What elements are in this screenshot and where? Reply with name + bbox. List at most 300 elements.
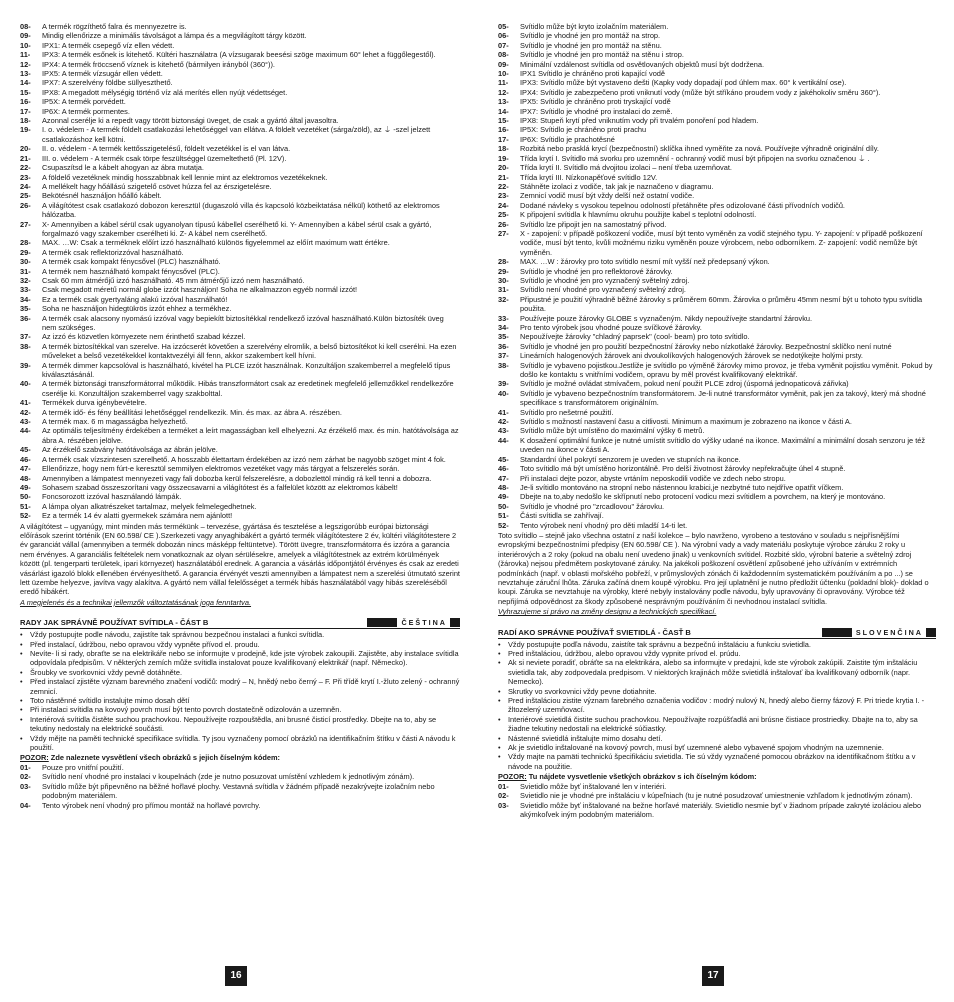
item-text: Je-li svítidlo montováno na stropní nebo nástennou krabici,je nezbytné tuto nejdříve opatřit víčkem. bbox=[520, 482, 844, 492]
cz-list-item bbox=[498, 276, 936, 285]
hu-list-item bbox=[20, 248, 460, 257]
item-number: 17- bbox=[20, 106, 31, 116]
item-text: IP6X: Svítidlo je prachotěsné bbox=[520, 134, 615, 144]
cz-list-item bbox=[498, 78, 936, 87]
item-text: IPX5: Svítidlo je chráněno proti tryskající vodě bbox=[520, 97, 671, 107]
cz-item-list bbox=[498, 22, 936, 530]
item-text: Třída krytí II. Svítidlo má dvojitou izolaci – není třeba uzemňovat. bbox=[520, 163, 732, 173]
hu-item-list bbox=[20, 22, 460, 521]
item-text: I. o. védelem - A termék földelt csatlakozási lehetőséggel van ellátva. A földelt vezetéket (sárga/zöld), az ⏚ -szel jelzett csatlakozáshoz kell kötni. bbox=[42, 125, 431, 144]
item-text: Svítidlo je vhodné jen pro montáž na strop. bbox=[520, 31, 661, 41]
item-number: 07- bbox=[498, 40, 509, 50]
item-text: Svítidlo není vhodné pro vyznačený světelný zdroj. bbox=[520, 285, 686, 295]
hu-list-item bbox=[20, 50, 460, 59]
cz-list-item bbox=[498, 426, 936, 435]
hu-warranty-text: A világítótest – ugyanúgy, mint minden más termékünk – tervezése, gyártása és tesztelése a legszigorúbb európai biztonsági előírások szerint történik (EN 60.598/ CE ).Szerkezeti vagy anyaghibákért a gyártó termék világítótestere 2 év, kültéri világítótestere 2 év garanciát vállal (amennyiben a termék dobozán nincs másképp feltüntetve). Törött üvegre, transzformátorra és izzóra a garancia nem érvényes. A garanciális feltételek nem vonatkoznak az olyan sérülésekre, amelyek a világítótestnek az extrém körülmények között (pl. tengerparti területek, ipari környezet) használatából erednek. A garancia a vásárlás időpontjától érvényes és csak az eredeti vásárlást igazoló blokk ellenében érvényesíthető. A garancia érvényét veszti amennyiben a lámpatest nem a szerelési útmutató szerint lett üzembe helyezve, javítva vagy alakítva. A gyártó nem vállal felelősséget a termék hibás használatából vagy hibás szereléséből eredő hibákért. bbox=[20, 521, 460, 597]
item-text: Pouze pro vnitřní použití. bbox=[42, 762, 124, 772]
item-number: 18- bbox=[20, 116, 31, 126]
item-text: Svítidlo je vhodné pro "zrcadlovou" žárovku. bbox=[520, 501, 665, 511]
item-text: Ellenőrizze, hogy nem fúrt-e keresztül semmilyen elektromos vezetéket vagy más tárgyat a felszerelés során. bbox=[42, 464, 400, 474]
item-text: Svítidlo lze připojit jen na samostatný přívod. bbox=[520, 219, 667, 229]
item-number: 16- bbox=[498, 125, 509, 135]
left-column bbox=[20, 22, 460, 810]
item-text: Bekötésnél használjon hőálló kábelt. bbox=[42, 191, 162, 201]
item-number: 28- bbox=[498, 257, 509, 267]
item-number: 15- bbox=[498, 116, 509, 126]
item-text: Svietidlo nie je vhodné pre inštaláciu v kúpeľniach (tu je nutné posudzovať umiestnenie vzhľadom k jednotlivým zónam). bbox=[520, 791, 913, 801]
item-text: A termék nem használható kompakt fénycsővel (PLC). bbox=[42, 266, 220, 276]
item-text: A termék csak reflektorizzóval használható. bbox=[42, 247, 184, 257]
item-text: A termék csak alacsony nyomású izzóval vagy bepiekítt biztosítékkal rendelkező izzóval használható.Külön biztosíték üveg nem szükséges. bbox=[42, 313, 444, 332]
item-number: 52- bbox=[20, 511, 31, 521]
hu-list-item bbox=[20, 31, 460, 40]
item-number: 25- bbox=[498, 210, 509, 220]
item-text: Az érzékelő szabvány hatótávolsága az ábrán jelölve. bbox=[42, 445, 218, 455]
item-number: 26- bbox=[20, 200, 31, 210]
item-text: Az optimális teljesítmény érdekében a terméket a leírt magasságban kell elhelyezni. Az érzékelő max. és min. hatótávolsága az ábra A. részében jelölve. bbox=[42, 426, 459, 445]
item-text: X - zapojení: v případě poškození vodiče, musí být tento vyměněn za vodič stejného typu. Y- zapojení: v případě poškození vodiče, musí být tento, kvůli možnému riziku vyměněn pouze výrobcem, nebo odborníkem. Z- zapojení: vodič nemůže být vyměněn. bbox=[520, 228, 923, 257]
item-number: 19- bbox=[20, 125, 31, 135]
item-text: Svítidlo může být připevněno na běžné hořlavé plochy. Vestavná svítidla v žádném případě nezakrývejte izolačním nebo podobným materiálem. bbox=[42, 781, 435, 801]
cz-list-item bbox=[20, 782, 460, 801]
hu-list-item bbox=[20, 492, 460, 501]
cz-list-item bbox=[498, 361, 936, 380]
hu-list-item bbox=[20, 78, 460, 87]
item-text: Svítidlo je vybaveno bezpečnostním transformátorem. Je-li nutné transformátor vyměnit, pak jen za takový, který má shodné specifikace s transformátorem originálním. bbox=[520, 388, 926, 408]
cz-list-item bbox=[20, 772, 460, 781]
item-text: A termék dimmer kapcsolóval is használható, kivétel ha PLCE izzót használnak. Konzultáljon szakemberrel a megfelelő típus kiválasztásánál. bbox=[42, 360, 451, 380]
item-number: 27- bbox=[20, 219, 31, 229]
item-number: 44- bbox=[498, 435, 509, 445]
item-text: Csupaszítsd le a kábelt ahogyan az ábra mutatja. bbox=[42, 163, 204, 173]
item-number: 42- bbox=[498, 417, 509, 427]
sk-section-title: RADÍ AKO SPRÁVNE POUŽÍVAŤ SVIETIDLÁ - ČASŤ B bbox=[498, 627, 691, 637]
cz-list-item bbox=[498, 455, 936, 464]
sk-pozor-label: POZOR: bbox=[498, 772, 527, 782]
item-number: 08- bbox=[20, 22, 31, 31]
item-number: 37- bbox=[20, 332, 31, 342]
item-text: IPX4: Svítidlo je zabezpečeno proti vniknutí vody (může být stříkáno proudem vody z jakéhokoliv směru 360°). bbox=[520, 87, 881, 97]
cz-list-item bbox=[498, 50, 936, 59]
sk-language-tab bbox=[822, 628, 936, 637]
cz-item-list-start bbox=[20, 763, 460, 810]
hu-list-item bbox=[20, 417, 460, 426]
item-number: 42- bbox=[20, 407, 31, 417]
item-text: X- Amennyiben a kábel sérül csak ugyanolyan típusú kábellel cserélhető ki. Y- Amennyiben a kábel sérül csak a gyártó, forgalmazó vagy szakember cserélheti ki. Z- A kábel nem cserélhető. bbox=[42, 219, 432, 238]
item-text: IPX5: A termék vízsugár ellen védett. bbox=[42, 69, 163, 79]
item-number: 32- bbox=[498, 294, 509, 304]
cz-list-item bbox=[498, 69, 936, 78]
hu-list-item bbox=[20, 483, 460, 492]
bullet-item: • Před instalací zjistěte význam barevného značení vodičů: modrý – N, hnědý nebo černý – F. Při třídě krytí I.-žluto zelený - ochranný zemnicí. bbox=[20, 677, 460, 696]
item-text: Minimální vzdálenost svítidla od osvětlovaných objektů musí být dodržena. bbox=[520, 59, 765, 69]
hu-list-item bbox=[20, 88, 460, 97]
item-number: 02- bbox=[20, 772, 31, 782]
item-text: A termék csak vízszintesen szerelhető. A hosszabb élettartam érdekében az izzó nem zárhat be nagyobb szöget mint 4 fok. bbox=[42, 454, 446, 464]
item-number: 11- bbox=[498, 78, 509, 88]
item-text: IP5X: A termék porvédett. bbox=[42, 97, 126, 107]
item-text: Třída krytí I. Svítidlo má svorku pro uzemnění - ochranný vodič musí být připojen na svorku označenou ⏚ . bbox=[520, 153, 870, 163]
sk-section-header bbox=[498, 627, 936, 639]
hu-disclaimer: A megjelenés és a technikai jellemzők változtatásának joga fenntartva. bbox=[20, 597, 252, 607]
item-number: 08- bbox=[498, 50, 509, 60]
hu-list-item bbox=[20, 342, 460, 361]
item-number: 26- bbox=[498, 219, 509, 229]
cz-list-item bbox=[498, 257, 936, 266]
item-number: 29- bbox=[20, 247, 31, 257]
item-number: 21- bbox=[20, 153, 31, 163]
sk-item-list bbox=[498, 782, 936, 820]
item-text: Rozbitá nebo prasklá krycí (bezpečnostní) sklíčka ihned vyměňte za nová. Používejte výhradně originální díly. bbox=[520, 144, 879, 154]
cz-list-item bbox=[498, 492, 936, 501]
cz-language-label: ČEŠTINA bbox=[401, 618, 447, 628]
cz-list-item bbox=[498, 323, 936, 332]
bullet-item: • Interiérové svietidlá čistite suchou prachovkou. Nepoužívajte rozpúšťadlá ani brúsne čistiace prostriedky. Dbajte na to, aby sa žiadne tekutiny nedostali na elektrické súčiastky. bbox=[498, 715, 936, 734]
cz-list-item bbox=[498, 295, 936, 314]
hu-list-item bbox=[20, 107, 460, 116]
item-number: 46- bbox=[498, 464, 509, 474]
bullet-item: • Vždy postupujte podľa návodu, zaistíte tak správnu a bezpečnú inštaláciu a funkciu svietidla. bbox=[498, 640, 936, 649]
cz-list-item bbox=[498, 116, 936, 125]
cz-list-item bbox=[498, 154, 936, 163]
item-number: 32- bbox=[20, 275, 31, 285]
cz-list-item bbox=[498, 144, 936, 153]
item-text: IPX1 Svítidlo je chráněno proti kapající vodě bbox=[520, 69, 666, 79]
hu-list-item bbox=[20, 257, 460, 266]
hu-list-item bbox=[20, 238, 460, 247]
hu-list-item bbox=[20, 60, 460, 69]
cz-list-item bbox=[498, 31, 936, 40]
item-number: 35- bbox=[20, 304, 31, 314]
bullet-item: • Před instalací, údržbou, nebo opravou vždy vypněte přívod el. proudu. bbox=[20, 640, 460, 649]
item-number: 43- bbox=[498, 426, 509, 436]
cz-list-item bbox=[498, 22, 936, 31]
item-number: 46- bbox=[20, 454, 31, 464]
item-number: 23- bbox=[20, 172, 31, 182]
item-number: 13- bbox=[498, 97, 509, 107]
item-number: 45- bbox=[498, 454, 509, 464]
item-text: Třída krytí III. Nízkonapěťové svítidlo 12V. bbox=[520, 172, 658, 182]
item-text: Při instalaci dejte pozor, abyste vrtáním neposkodili vodiče ve zdech nebo stropu. bbox=[520, 473, 786, 483]
bullet-item: • Skrutky vo svorkovnici vždy pevne dotiahnite. bbox=[498, 687, 936, 696]
hu-list-item bbox=[20, 332, 460, 341]
hu-list-item bbox=[20, 41, 460, 50]
item-text: A termék csak kompakt fénycsővel (PLC) használható. bbox=[42, 257, 221, 267]
item-text: Ez a termék 14 év alatti gyermekek számára nem ajánlott! bbox=[42, 511, 233, 521]
item-number: 16- bbox=[20, 97, 31, 107]
item-number: 37- bbox=[498, 351, 509, 361]
language-tab-end-icon bbox=[926, 628, 936, 637]
hu-list-item bbox=[20, 511, 460, 520]
item-text: IPX8: Stupeň krytí před vniknutím vody při trvalém ponoření pod hladem. bbox=[520, 116, 759, 126]
item-text: III. o. védelem - A termék csak törpe feszültséggel üzemeltethető (Pl. 12V). bbox=[42, 153, 287, 163]
hu-list-item bbox=[20, 182, 460, 191]
item-text: IPX1: A termék csepegő víz ellen védett. bbox=[42, 40, 175, 50]
item-number: 12- bbox=[498, 87, 509, 97]
item-text: MAX. …W: Csak a terméknek előírt izzó használható különös figyelemmel az előírt maximum watt értékre. bbox=[42, 238, 390, 248]
cz-pozor-label: POZOR: bbox=[20, 753, 49, 763]
item-text: Az izzó és közvetlen környezete nem érinthető szabad kézzel. bbox=[42, 332, 246, 342]
item-number: 24- bbox=[498, 200, 509, 210]
item-text: Csak megadott méretű normál globe izzót használjon! Soha ne alkalmazzon egyéb normál izzót! bbox=[42, 285, 358, 295]
hu-list-item bbox=[20, 97, 460, 106]
language-flag-icon bbox=[367, 618, 397, 627]
cz-list-item bbox=[498, 436, 936, 455]
cz-list-item bbox=[498, 135, 936, 144]
item-number: 52- bbox=[498, 520, 509, 530]
bullet-item: • Šroubky ve svorkovnici vždy pevně dotáhněte. bbox=[20, 668, 460, 677]
item-text: Svietidlo môže byť inštalované na bežne horľavé materiály. Svietidlo nesmie byť v žiadnom prípade zakryté izoláciou alebo akýmkoľvek iným podobným materiálom. bbox=[520, 800, 922, 819]
hu-list-item bbox=[20, 267, 460, 276]
item-number: 36- bbox=[20, 313, 31, 323]
item-number: 47- bbox=[20, 464, 31, 474]
item-text: Foncsorozott izzóval használandó lámpák. bbox=[42, 492, 182, 502]
item-number: 09- bbox=[20, 31, 31, 41]
hu-list-item bbox=[20, 445, 460, 454]
item-text: A lámpa olyan alkatrészeket tartalmaz, melyek felmelegedhetnek. bbox=[42, 501, 257, 511]
cz-list-item bbox=[498, 220, 936, 229]
item-text: Sohasem szabad összeszorítani vagy összecsavarni a világítótest és a falfelület között az elektromos kábelt! bbox=[42, 482, 398, 492]
item-number: 34- bbox=[498, 323, 509, 332]
cz-list-item bbox=[498, 173, 936, 182]
item-number: 34- bbox=[20, 294, 31, 304]
item-text: IPX3: Svítidlo může být vystaveno dešti (Kapky vody dopadají pod úhlem max. 60° k vertikální ose). bbox=[520, 78, 847, 88]
item-number: 06- bbox=[498, 31, 509, 41]
item-text: Dodané návleky s vysokou tepelnou odolností přetáhněte přes odizolované části přívodních vodičů. bbox=[520, 200, 845, 210]
item-number: 14- bbox=[498, 106, 509, 116]
item-text: Termékek durva igénybevételre. bbox=[42, 398, 147, 408]
item-text: Svítidlo není vhodné pro instalaci v koupelnách (zde je nutno posuzovat umístění vzhledem k jednotlivým zónám). bbox=[42, 772, 415, 782]
item-number: 28- bbox=[20, 238, 31, 248]
hu-list-item bbox=[20, 474, 460, 483]
item-number: 12- bbox=[20, 59, 31, 69]
cz-list-item bbox=[498, 521, 936, 530]
item-number: 50- bbox=[498, 501, 509, 511]
hu-list-item bbox=[20, 144, 460, 153]
sk-language-label: SLOVENČINA bbox=[855, 627, 923, 637]
item-number: 43- bbox=[20, 417, 31, 427]
item-number: 40- bbox=[20, 379, 31, 389]
item-number: 05- bbox=[498, 22, 509, 31]
item-number: 25- bbox=[20, 191, 31, 201]
cz-list-item bbox=[498, 342, 936, 351]
page-number-left: 16 bbox=[225, 966, 247, 986]
cz-list-item bbox=[498, 41, 936, 50]
item-number: 41- bbox=[20, 398, 31, 408]
item-number: 11- bbox=[20, 50, 31, 60]
bullet-item: • Vždy mějte na paměti technické specifikace svítidla. Ty jsou vyznačeny pomocí obrázků na identifikačním štítku v části A návodu k použití. bbox=[20, 734, 460, 753]
hu-list-item bbox=[20, 502, 460, 511]
item-text: Standardní úhel pokrytí senzorem je uveden ve stupních na ikonce. bbox=[520, 454, 741, 464]
page-number-right: 17 bbox=[702, 966, 724, 986]
cz-list-item bbox=[498, 60, 936, 69]
item-text: A termék biztonsági transzformátorral működik. Hibás transzformátort csak az eredetinek megfelelő jellemzőkkel rendelkezőre cserélje ki. Konzultáljon szakemberrel vagy szakbolttal. bbox=[42, 379, 454, 398]
item-text: Azonnal cserélje ki a repedt vagy törött biztonsági üveget, de csak a gyártó által javasoltra. bbox=[42, 116, 339, 126]
item-number: 30- bbox=[20, 257, 31, 267]
item-text: IPX8: A megadott mélységig történő víz alá merítés ellen nyújt védettséget. bbox=[42, 87, 288, 97]
cz-list-item bbox=[498, 417, 936, 426]
item-number: 49- bbox=[498, 492, 509, 502]
cz-list-item bbox=[498, 502, 936, 511]
item-text: II. o. védelem - A termék kettősszigetelésű, földelt vezetékkel is el van látva. bbox=[42, 144, 291, 154]
cz-warranty-text: Toto svítidlo – stejně jako všechna ostatní z naší kolekce – bylo navrženo, vyrobeno a testováno v souladu s nejpřísnějšími evropskými bezpečnostními předpisy (EN 60.598/ CE ). Na výrobní vady a vady materiálu poskytuje výrobce záruku 2 roky u interiérových a 2 roky (pokud na obalu není uvedeno jinak) u venkovních svítidel. Rozbité sklo, výrobní baterie a světelný zdroj (žárovka) nejsou předmětem poskytované záruky. Na jakékoli poškození osvětlení způsobené jeho užíváním v extrémních podmínkách (např. v oblasti mořského pobřeží, v průmyslových zónách či každodenním systematickém používáním a po ...) se nevztahuje záruční lhůta. Záruka začíná dnem koupě výrobku. Pro její uplatnění je nutno předložit účtenku (pokladní blok)- doklad o koupi. Záruka se nevztahuje na výrobky, které nebyly instalovány podle návodu, byly upravovány či opravovány. Výrobce též nepřijímá odpovědnost za škody způsobené nesprávným používáním či nevhodnou instalací svítidla. bbox=[498, 530, 929, 606]
hu-list-item bbox=[20, 295, 460, 304]
item-text: Používejte pouze žárovky GLOBE s vyznačeným. Nikdy nepoužívejte standartní žárovku. bbox=[520, 313, 813, 323]
cz-bullet-list bbox=[20, 630, 460, 752]
hu-list-item bbox=[20, 464, 460, 473]
bullet-item: • Vždy postupujte podle návodu, zajistíte tak správnou bezpečnou instalaci a funkci svítidla. bbox=[20, 630, 460, 639]
hu-list-item bbox=[20, 163, 460, 172]
item-number: 17- bbox=[498, 134, 509, 144]
item-number: 41- bbox=[498, 407, 509, 417]
item-text: Svítidlo je vhodné jen pro použití bezpečnostní žárovky nebo nízkotlaké žárovky. Bezpečnostní sklíčko není nutné bbox=[520, 341, 892, 351]
item-text: Ez a termék csak gyertyaláng alakú izzóval használható! bbox=[42, 294, 228, 304]
cz-section-header bbox=[20, 617, 460, 629]
item-text: IP6X: A termék pormentes. bbox=[42, 106, 130, 116]
item-text: K dosažení optimální funkce je nutné umístit svítidlo do výšky udané na ikonce. Maximální a minimální dosah senzoru je též uveden na ikonce v části A. bbox=[520, 435, 926, 455]
item-number: 49- bbox=[20, 482, 31, 492]
item-number: 15- bbox=[20, 87, 31, 97]
item-text: IP5X: Svítidlo je chráněno proti prachu bbox=[520, 125, 647, 135]
item-text: A világítótest csak csatlakozó dobozon keresztül (dugaszoló villa és kapcsoló közbeiktatása nélkül) köthető az elektromos hálózatba. bbox=[42, 200, 440, 220]
cz-list-item bbox=[498, 408, 936, 417]
cz-list-item bbox=[498, 125, 936, 134]
item-text: Připustné je použití výhradně běžné žárovky s průměrem 60mm. Žárovka o průměru 45mm nesmí být u tohoto typu svítidla použita. bbox=[520, 294, 923, 314]
item-text: Nepoužívejte žárovky "chladný paprsek" (cool- beam) pro toto svítidlo. bbox=[520, 332, 750, 342]
item-number: 39- bbox=[20, 360, 31, 370]
item-text: Svítidlo je vybaveno pojistkou.Jestliže je svítidlo po výměně žárovky mimo provoz, je třeba vyměnit pojistku vyměnit. Pokud by došlo ke kontaktu s vnitřními vodičem, opravu by měl provést kvalifikovaný elektrikář. bbox=[520, 360, 933, 380]
item-number: 23- bbox=[498, 191, 509, 201]
item-text: Svítidlo může být kryto izolačním materiálem. bbox=[520, 22, 669, 31]
item-number: 48- bbox=[498, 482, 509, 492]
hu-list-item bbox=[20, 285, 460, 294]
item-text: Svítidlo pro nešetrné použití. bbox=[520, 407, 614, 417]
item-number: 19- bbox=[498, 153, 509, 163]
item-number: 02- bbox=[498, 791, 509, 801]
cz-list-item bbox=[498, 511, 936, 520]
item-text: IPX7: Svítidlo je vhodné pro instalaci do země. bbox=[520, 106, 673, 116]
item-number: 47- bbox=[498, 473, 509, 483]
item-number: 29- bbox=[498, 266, 509, 276]
item-number: 18- bbox=[498, 144, 509, 154]
language-tab-end-icon bbox=[450, 618, 460, 627]
bullet-item: • Pred inštaláciou zistite význam farebného označenia vodičov : modrý nulový N, hnedý alebo čierny fázový F. Pri triede krytia I. - žltozelený uzemňovací. bbox=[498, 696, 936, 715]
cz-list-item bbox=[498, 267, 936, 276]
right-column bbox=[498, 22, 936, 819]
item-number: 31- bbox=[20, 266, 31, 276]
item-number: 21- bbox=[498, 172, 509, 182]
item-text: IPX7: A szerelvény földbe süllyeszthető. bbox=[42, 78, 173, 88]
cz-list-item bbox=[498, 107, 936, 116]
item-text: Svietidlo môže byť inštalované len v interiéri. bbox=[520, 781, 667, 791]
bullet-item: • Vždy majte na pamäti technickú špecifikáciu svietidla. Tie sú vždy vyznačené pomocou obrázkov na identifikačnom štítku a v návode na použitie. bbox=[498, 752, 936, 771]
language-flag-icon bbox=[822, 628, 852, 637]
hu-list-item bbox=[20, 361, 460, 380]
item-number: 22- bbox=[498, 181, 509, 191]
cz-list-item bbox=[498, 483, 936, 492]
item-text: Toto svítidlo má být umístěno horizontálně. Pro delší životnost žárovky nepřekračujte úhel 4 stupně. bbox=[520, 464, 846, 474]
item-text: Části svítidla se zahřívají. bbox=[520, 511, 604, 521]
cz-disclaimer: Vyhrazujeme si právo na změny designu a technických specifikací. bbox=[498, 607, 717, 617]
item-text: Tento výrobek není vhodný pro děti mladší 14-ti let. bbox=[520, 520, 688, 530]
cz-list-item bbox=[498, 332, 936, 341]
item-number: 04- bbox=[20, 800, 31, 810]
item-text: K připojení svítidla k hlavnímu okruhu použijte kabel s teplotní odolností. bbox=[520, 210, 757, 220]
cz-list-item bbox=[498, 191, 936, 200]
item-number: 10- bbox=[20, 40, 31, 50]
hu-list-item bbox=[20, 314, 460, 333]
item-number: 20- bbox=[498, 163, 509, 173]
hu-list-item bbox=[20, 379, 460, 398]
cz-list-item bbox=[498, 474, 936, 483]
item-text: A termék max. 6 m magasságba helyezhető. bbox=[42, 417, 188, 427]
item-text: Svítidlo je vhodné jen pro montáž na stěnu i strop. bbox=[520, 50, 684, 60]
hu-list-item bbox=[20, 125, 460, 144]
item-text: Lineárních halogenových žárovek ani dvoukolíkových halogenových žárovek se nedotýkejte holými prsty. bbox=[520, 351, 863, 361]
cz-list-item bbox=[498, 464, 936, 473]
item-number: 30- bbox=[498, 275, 509, 285]
item-text: Dbejte na to,aby nedošlo ke skřípnutí nebo protocení vodicu mezi svítidlem a povrchem, na který je montováno. bbox=[520, 492, 886, 502]
item-text: Csak 60 mm átmérőjű izzó használható. 45 mm átmérőjű izzó nem használható. bbox=[42, 275, 305, 285]
item-text: IPX3: A termék esőnek is kitehető. Kültéri használatra (A vízsugarak beesési szöge maximum 60° lehet a függőlegestől). bbox=[42, 50, 436, 60]
item-number: 22- bbox=[20, 163, 31, 173]
hu-list-item bbox=[20, 220, 460, 239]
hu-list-item bbox=[20, 116, 460, 125]
item-text: Svítidlo je možné ovládat stmívačem, pokud není použit PLCE zdroj (úsporná jednopaticová zářivka) bbox=[520, 379, 849, 389]
bullet-item: • Pred inštaláciou, údržbou, alebo opravou vždy vypnite prívod el. prúdu. bbox=[498, 649, 936, 658]
cz-list-item bbox=[498, 88, 936, 97]
hu-list-item bbox=[20, 304, 460, 313]
item-number: 48- bbox=[20, 473, 31, 483]
cz-list-item bbox=[498, 314, 936, 323]
item-text: Amennyiben a lámpatest mennyezeti vagy fali dobozba kerül felszerelésre, a dobozlettöl mindig rá kell tenni a dobozra. bbox=[42, 473, 432, 483]
item-number: 33- bbox=[498, 313, 509, 323]
cz-language-tab bbox=[367, 618, 460, 627]
hu-list-item bbox=[20, 191, 460, 200]
item-number: 01- bbox=[20, 762, 31, 772]
item-text: Svítidlo je vhodné jen pro reflektorové žárovky. bbox=[520, 266, 673, 276]
item-number: 35- bbox=[498, 332, 509, 342]
item-number: 36- bbox=[498, 341, 509, 351]
hu-list-item bbox=[20, 154, 460, 163]
hu-list-item bbox=[20, 426, 460, 445]
sk-list-item bbox=[498, 791, 936, 800]
item-number: 20- bbox=[20, 144, 31, 154]
item-text: MAX. …W : žárovky pro toto svítidlo nesmí mít vyšší než předepsaný výkon. bbox=[520, 257, 770, 267]
item-text: Soha ne használjon hidegtükrös izzót ehhez a termékhez. bbox=[42, 304, 232, 314]
item-text: Svítidlo je vhodné jen pro montáž na stěnu. bbox=[520, 40, 662, 50]
item-number: 10- bbox=[498, 69, 509, 79]
item-text: Svítidlo může být umístěno do maximální výšky 6 metrů. bbox=[520, 426, 705, 436]
item-text: A termék rögzíthető falra és mennyezetre is. bbox=[42, 22, 187, 31]
item-number: 33- bbox=[20, 285, 31, 295]
sk-pozor-text: Tu nájdete vysvetlenie všetkých obrázkov s ich číselným kódom: bbox=[526, 772, 757, 782]
item-number: 31- bbox=[498, 285, 509, 295]
item-text: IPX4: A termék fröccsenő víznek is kitehető (bármilyen irányból (360°)). bbox=[42, 59, 275, 69]
cz-list-item bbox=[20, 763, 460, 772]
item-number: 03- bbox=[20, 781, 31, 791]
cz-list-item bbox=[498, 379, 936, 388]
hu-list-item bbox=[20, 455, 460, 464]
cz-pozor-text: Zde naleznete vysvětlení všech obrázků s jejich číselným kódem: bbox=[48, 753, 281, 763]
bullet-item: • Nevíte- li si rady, obraťte se na elektrikáře nebo se informujte v prodejně, kde jste výrobek zakoupili. Zajistěte, aby instalace svítidla odpovídala předpisům. V některých zemích může svítidla instalovat pouze kvalifikovaný elektrikář (např. Německo). bbox=[20, 649, 460, 668]
cz-list-item bbox=[20, 801, 460, 810]
cz-list-item bbox=[498, 97, 936, 106]
item-text: Stáhněte izolaci z vodiče, tak jak je naznačeno v diagramu. bbox=[520, 181, 714, 191]
item-text: A termék biztosítékkal van szerelve. Ha izzócserét követően a szerelvény elromlik, a belső biztosítékot ki kell cserélni. Ha ezen műveleket a belső vezetékekkel kontaktvezélyi áll fenn, akkor szakembert kell hívni. bbox=[42, 341, 457, 361]
item-number: 13- bbox=[20, 69, 31, 79]
item-number: 24- bbox=[20, 181, 31, 191]
